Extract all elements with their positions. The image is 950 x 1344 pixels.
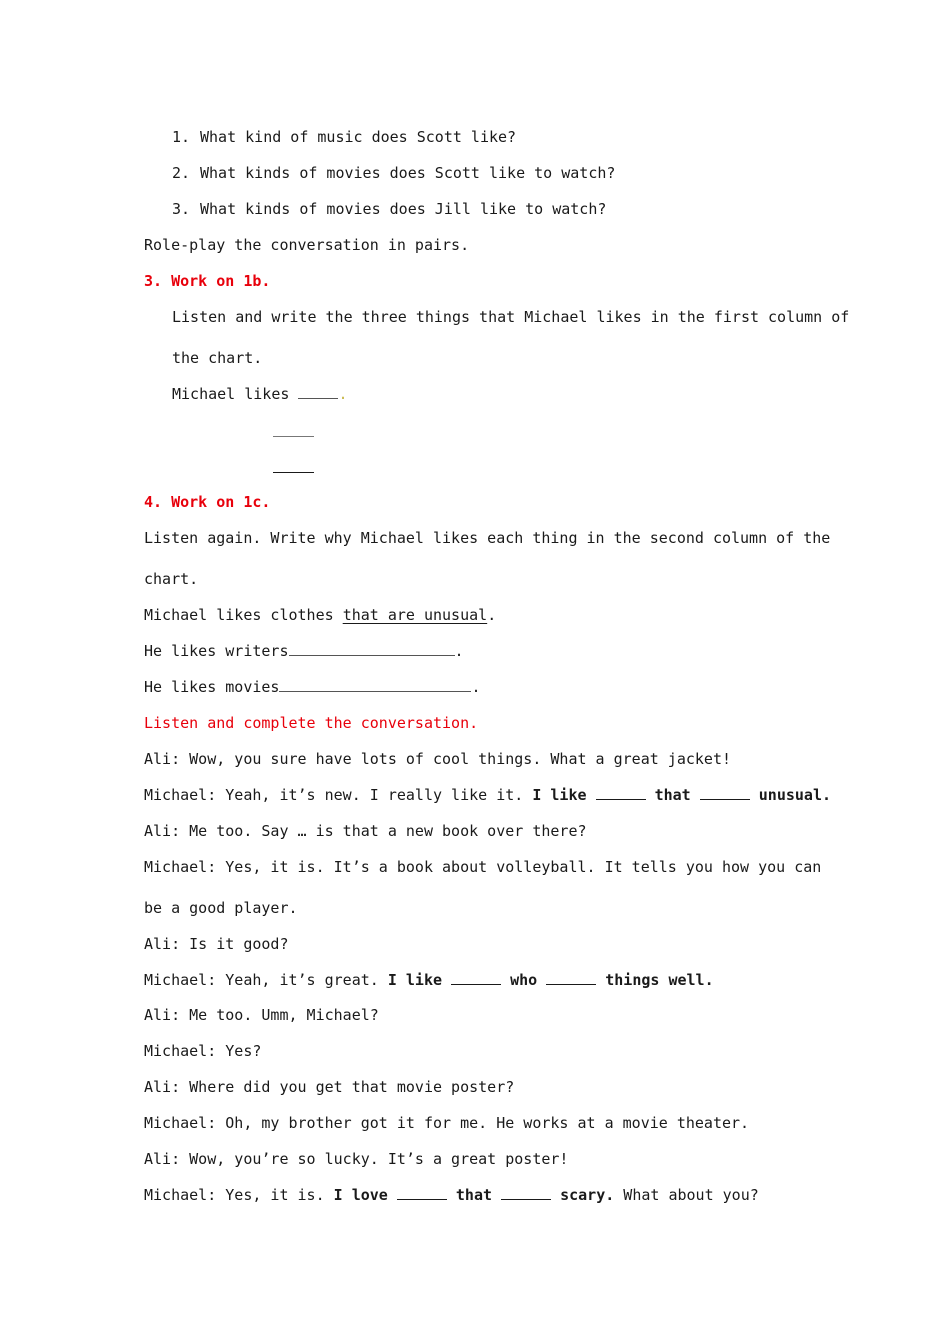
book-blank-1[interactable]: [451, 970, 501, 985]
section-3-heading: 3. Work on 1b.: [144, 272, 271, 290]
question-1: 1. What kind of music does Scott like?: [172, 128, 517, 146]
clothes-line: Michael likes clothes that are unusual.: [144, 606, 497, 624]
answer-blank-1[interactable]: [298, 384, 338, 399]
answer-blank-2[interactable]: [273, 436, 314, 437]
conversation-line: Michael: Yeah, it’s great. I like who things well.: [144, 971, 714, 989]
answer-blank-3[interactable]: [273, 472, 314, 473]
section-3-instruction-cont: the chart.: [172, 349, 263, 367]
question-2: 2. What kinds of movies does Scott like to watch?: [172, 164, 616, 182]
conversation-line: Michael: Oh, my brother got it for me. He works at a movie theater.: [144, 1114, 750, 1132]
book-blank-2[interactable]: [546, 970, 596, 985]
section-3-instruction: Listen and write the three things that Michael likes in the first column of: [172, 308, 850, 326]
conversation-line: Ali: Me too. Umm, Michael?: [144, 1006, 379, 1024]
conversation-line: Ali: Wow, you’re so lucky. It’s a great poster!: [144, 1150, 569, 1168]
conversation-line: Michael: Yes, it is. It’s a book about volleyball. It tells you how you can: [144, 858, 822, 876]
section-4-instruction: Listen again. Write why Michael likes each thing in the second column of the: [144, 529, 831, 547]
conversation-line: Michael: Yeah, it’s new. I really like it. I like that unusual.: [144, 786, 832, 804]
conversation-line: Ali: Me too. Say … is that a new book over there?: [144, 822, 587, 840]
movies-line: He likes movies .: [144, 678, 481, 696]
example-answer: that are unusual: [342, 606, 488, 624]
conversation-line: Ali: Where did you get that movie poster?: [144, 1078, 515, 1096]
conversation-line: be a good player.: [144, 899, 298, 917]
section-4-heading: 4. Work on 1c.: [144, 493, 271, 511]
conversation-line: Michael: Yes?: [144, 1042, 262, 1060]
michael-likes-line: Michael likes .: [172, 385, 348, 403]
writers-answer-blank[interactable]: [289, 641, 455, 656]
conversation-heading: Listen and complete the conversation.: [144, 714, 479, 732]
jacket-blank-2[interactable]: [700, 785, 750, 800]
writers-line: He likes writers .: [144, 642, 464, 660]
poster-blank-2[interactable]: [501, 1185, 551, 1200]
section-4-instruction-cont: chart.: [144, 570, 199, 588]
poster-blank-1[interactable]: [397, 1185, 447, 1200]
conversation-line: Michael: Yes, it is. I love that scary. What about you?: [144, 1186, 759, 1204]
conversation-line: Ali: Wow, you sure have lots of cool things. What a great jacket!: [144, 750, 731, 768]
jacket-blank-1[interactable]: [596, 785, 646, 800]
conversation-line: Ali: Is it good?: [144, 935, 289, 953]
roleplay-instruction: Role-play the conversation in pairs.: [144, 236, 470, 254]
movies-answer-blank[interactable]: [279, 677, 471, 692]
question-3: 3. What kinds of movies does Jill like to watch?: [172, 200, 607, 218]
